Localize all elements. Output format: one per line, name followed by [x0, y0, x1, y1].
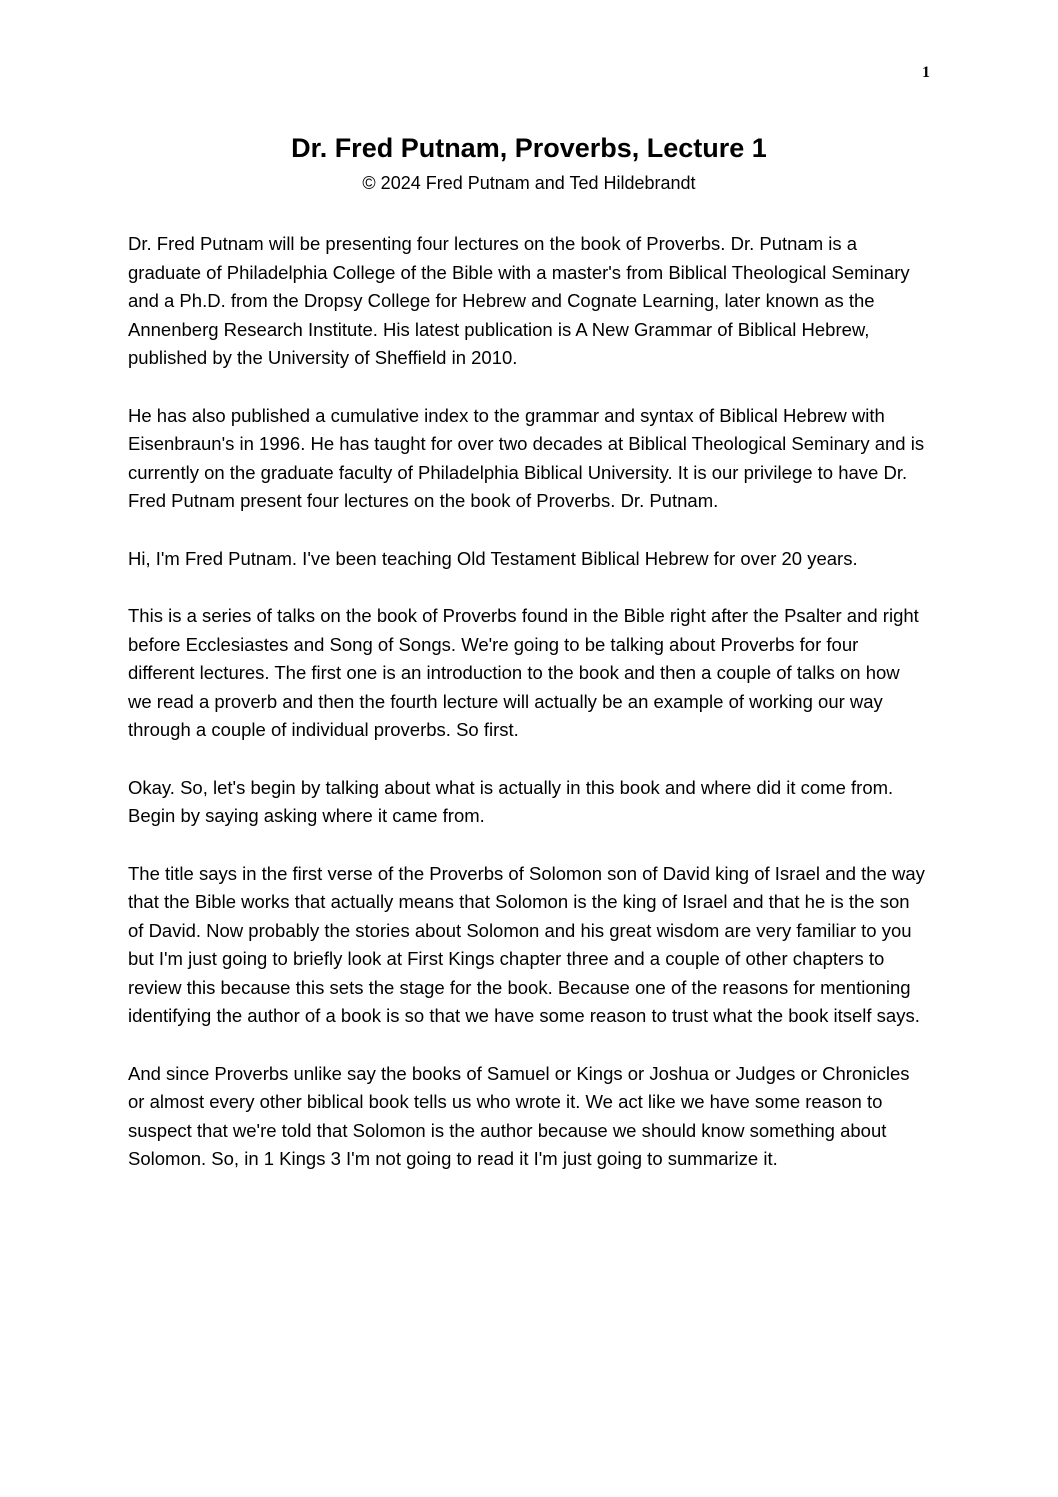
- paragraph-greeting: Hi, I'm Fred Putnam. I've been teaching Old Testament Biblical Hebrew for over 20 years.: [128, 547, 858, 569]
- document-title: Dr. Fred Putnam, Proverbs, Lecture 1: [291, 133, 767, 163]
- page-number: 1: [922, 64, 930, 81]
- paragraph-series-overview: This is a series of talks on the book of Proverbs found in the Bible right after the Psalter and right before Ecclesiastes and Song of Songs. We're going to be talking about Proverbs for four different lectures. The first one is an introduction to the book and then a couple of talks on how we read a proverb and then the fourth lecture will actually be an example of working our way through a couple of individual proverbs. So first.: [128, 605, 919, 740]
- paragraph-publications: He has also published a cumulative index to the grammar and syntax of Biblical Hebrew with Eisenbraun's in 1996. He has taught for over two decades at Biblical Theological Seminary and is currently on the graduate faculty of Philadelphia Biblical University. It is our privilege to have Dr. Fred Putnam present four lectures on the book of Proverbs. Dr. Putnam.: [128, 404, 925, 511]
- paragraph-intro-bio: Dr. Fred Putnam will be presenting four lectures on the book of Proverbs. Dr. Putnam is a graduate of Philadelphia College of the Bible with a master's from Biblical Theological Seminary and a Ph.D. from the Dropsy College for Hebrew and Cognate Learning, later known as the Annenberg Research Institute. His latest publication is A New Grammar of Biblical Hebrew, published by the University of Sheffield in 2010.: [128, 233, 910, 368]
- paragraph-authorship: And since Proverbs unlike say the books of Samuel or Kings or Joshua or Judges or Chronicles or almost every other biblical book tells us who wrote it. We act like we have some reason to suspect that we're told that Solomon is the author because we should know something about Solomon. So, in 1 Kings 3 I'm not going to read it I'm just going to summarize it.: [128, 1062, 910, 1169]
- document-body: [128, 230, 928, 1203]
- document-header: [0, 130, 1058, 196]
- copyright-line: © 2024 Fred Putnam and Ted Hildebrandt: [362, 173, 696, 193]
- paragraph-title-verse: The title says in the first verse of the Proverbs of Solomon son of David king of Israel and the way that the Bible works that actually means that Solomon is the king of Israel and that he is the son of David. Now probably the stories about Solomon and his great wisdom are very familiar to you but I'm just going to briefly look at First Kings chapter three and a couple of other chapters to review this because this sets the stage for the book. Because one of the reasons for mentioning identifying the author of a book is so that we have some reason to trust what the book itself says.: [128, 862, 925, 1026]
- paragraph-begin: Okay. So, let's begin by talking about what is actually in this book and where did it come from. Begin by saying asking where it came from.: [128, 776, 894, 826]
